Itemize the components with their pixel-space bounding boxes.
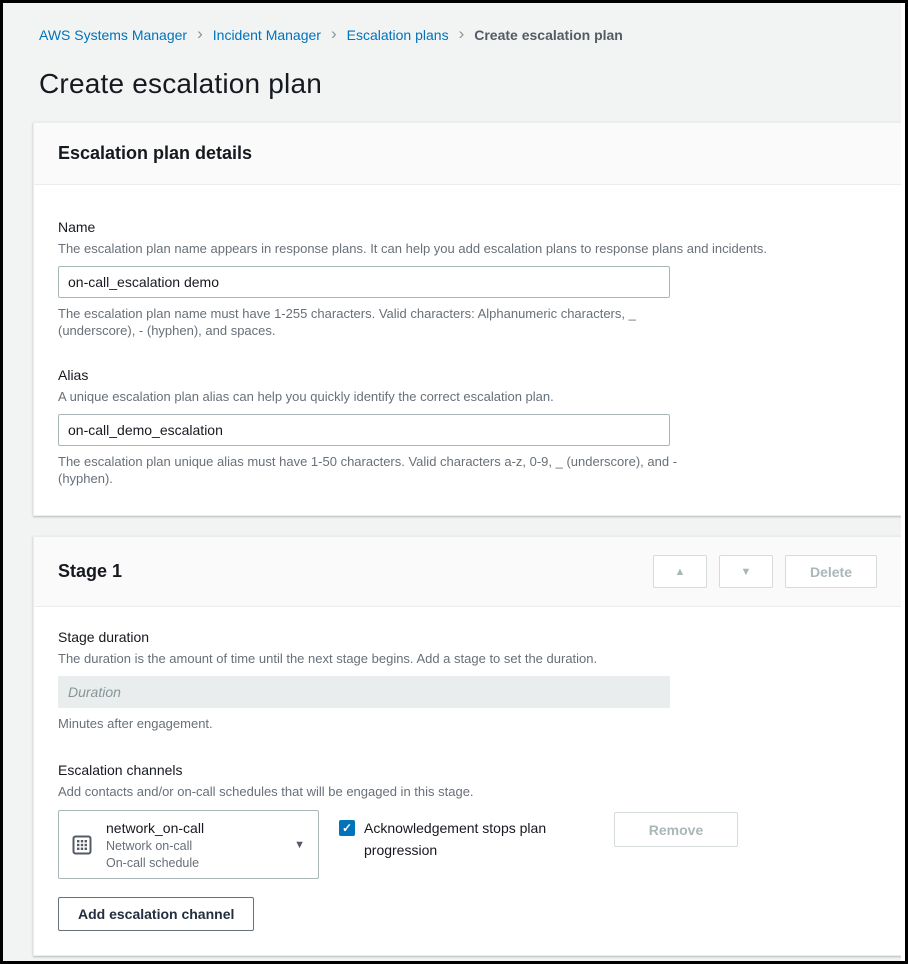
alias-description: A unique escalation plan alias can help you quickly identify the correct escalation plan. — [58, 389, 554, 404]
arrow-down-icon: ▼ — [740, 565, 752, 578]
channel-select-dropdown[interactable] — [58, 810, 319, 879]
details-card-title: Escalation plan details — [58, 143, 253, 163]
arrow-up-icon: ▲ — [674, 565, 686, 578]
stage-card-title: Stage 1 — [58, 561, 123, 581]
selected-channel-name: network_on-call — [106, 819, 205, 836]
channel-select-texts — [106, 819, 204, 871]
breadcrumb-separator-icon: › — [458, 24, 465, 43]
breadcrumb-link-systems-manager[interactable]: AWS Systems Manager — [39, 27, 188, 43]
alias-field-group — [58, 365, 877, 487]
chevron-down-icon: ▼ — [294, 838, 305, 851]
stage-duration-label: Stage duration — [58, 629, 150, 645]
check-icon: ✓ — [341, 821, 353, 835]
stage-1-card — [33, 536, 902, 956]
on-call-schedule-icon — [72, 835, 92, 855]
stage-card-header — [34, 537, 901, 607]
alias-input[interactable] — [58, 414, 670, 446]
add-escalation-channel-button[interactable]: Add escalation channel — [58, 897, 254, 931]
breadcrumb-current: Create escalation plan — [474, 27, 623, 43]
escalation-channels-label: Escalation channels — [58, 762, 183, 778]
move-stage-down-button — [719, 555, 773, 588]
stage-duration-field-group — [58, 627, 877, 732]
breadcrumb-link-escalation-plans[interactable]: Escalation plans — [346, 27, 449, 43]
ack-checkbox-group — [339, 817, 593, 861]
breadcrumb-separator-icon: › — [330, 24, 337, 43]
main-content — [3, 3, 905, 956]
move-stage-up-button — [653, 555, 707, 588]
stage-header-buttons — [653, 555, 877, 588]
escalation-channels-description: Add contacts and/or on-call schedules that will be engaged in this stage. — [58, 784, 474, 799]
escalation-channel-row — [58, 810, 877, 879]
remove-channel-button: Remove — [614, 812, 738, 847]
selected-channel-secondary: Network on-call — [106, 838, 193, 853]
breadcrumb-link-incident-manager[interactable]: Incident Manager — [212, 27, 321, 43]
page-title: Create escalation plan — [39, 68, 323, 99]
details-card-body — [34, 185, 901, 515]
escalation-plan-details-card — [33, 122, 902, 516]
ack-checkbox-label[interactable]: Acknowledgement stops plan progression — [364, 820, 547, 858]
name-constraint: The escalation plan name must have 1-255 characters. Valid characters: Alphanumeric characters, _ (underscore), - (hyphen), and spaces. — [58, 306, 636, 338]
name-label: Name — [58, 219, 96, 235]
duration-input — [58, 676, 670, 708]
selected-channel-type: On-call schedule — [106, 855, 200, 870]
breadcrumb-separator-icon: › — [197, 24, 203, 43]
stage-card-body — [34, 607, 901, 955]
name-input[interactable] — [58, 266, 670, 298]
breadcrumb — [33, 3, 905, 45]
details-card-header — [34, 123, 901, 185]
ack-checkbox[interactable] — [339, 820, 355, 836]
name-description: The escalation plan name appears in response plans. It can help you add escalation plans to response plans and incidents. — [58, 241, 767, 256]
escalation-channels-group — [58, 760, 877, 931]
stage-duration-description: The duration is the amount of time until the next stage begins. Add a stage to set the duration. — [58, 651, 598, 666]
duration-helper-text: Minutes after engagement. — [58, 716, 213, 731]
alias-label: Alias — [58, 367, 89, 383]
scrollbar-track[interactable] — [901, 3, 905, 961]
alias-constraint: The escalation plan unique alias must have 1-50 characters. Valid characters a-z, 0-9, _ (underscore), and - (hyphen). — [58, 454, 678, 486]
delete-stage-button: Delete — [785, 555, 877, 588]
name-field-group — [58, 217, 877, 339]
